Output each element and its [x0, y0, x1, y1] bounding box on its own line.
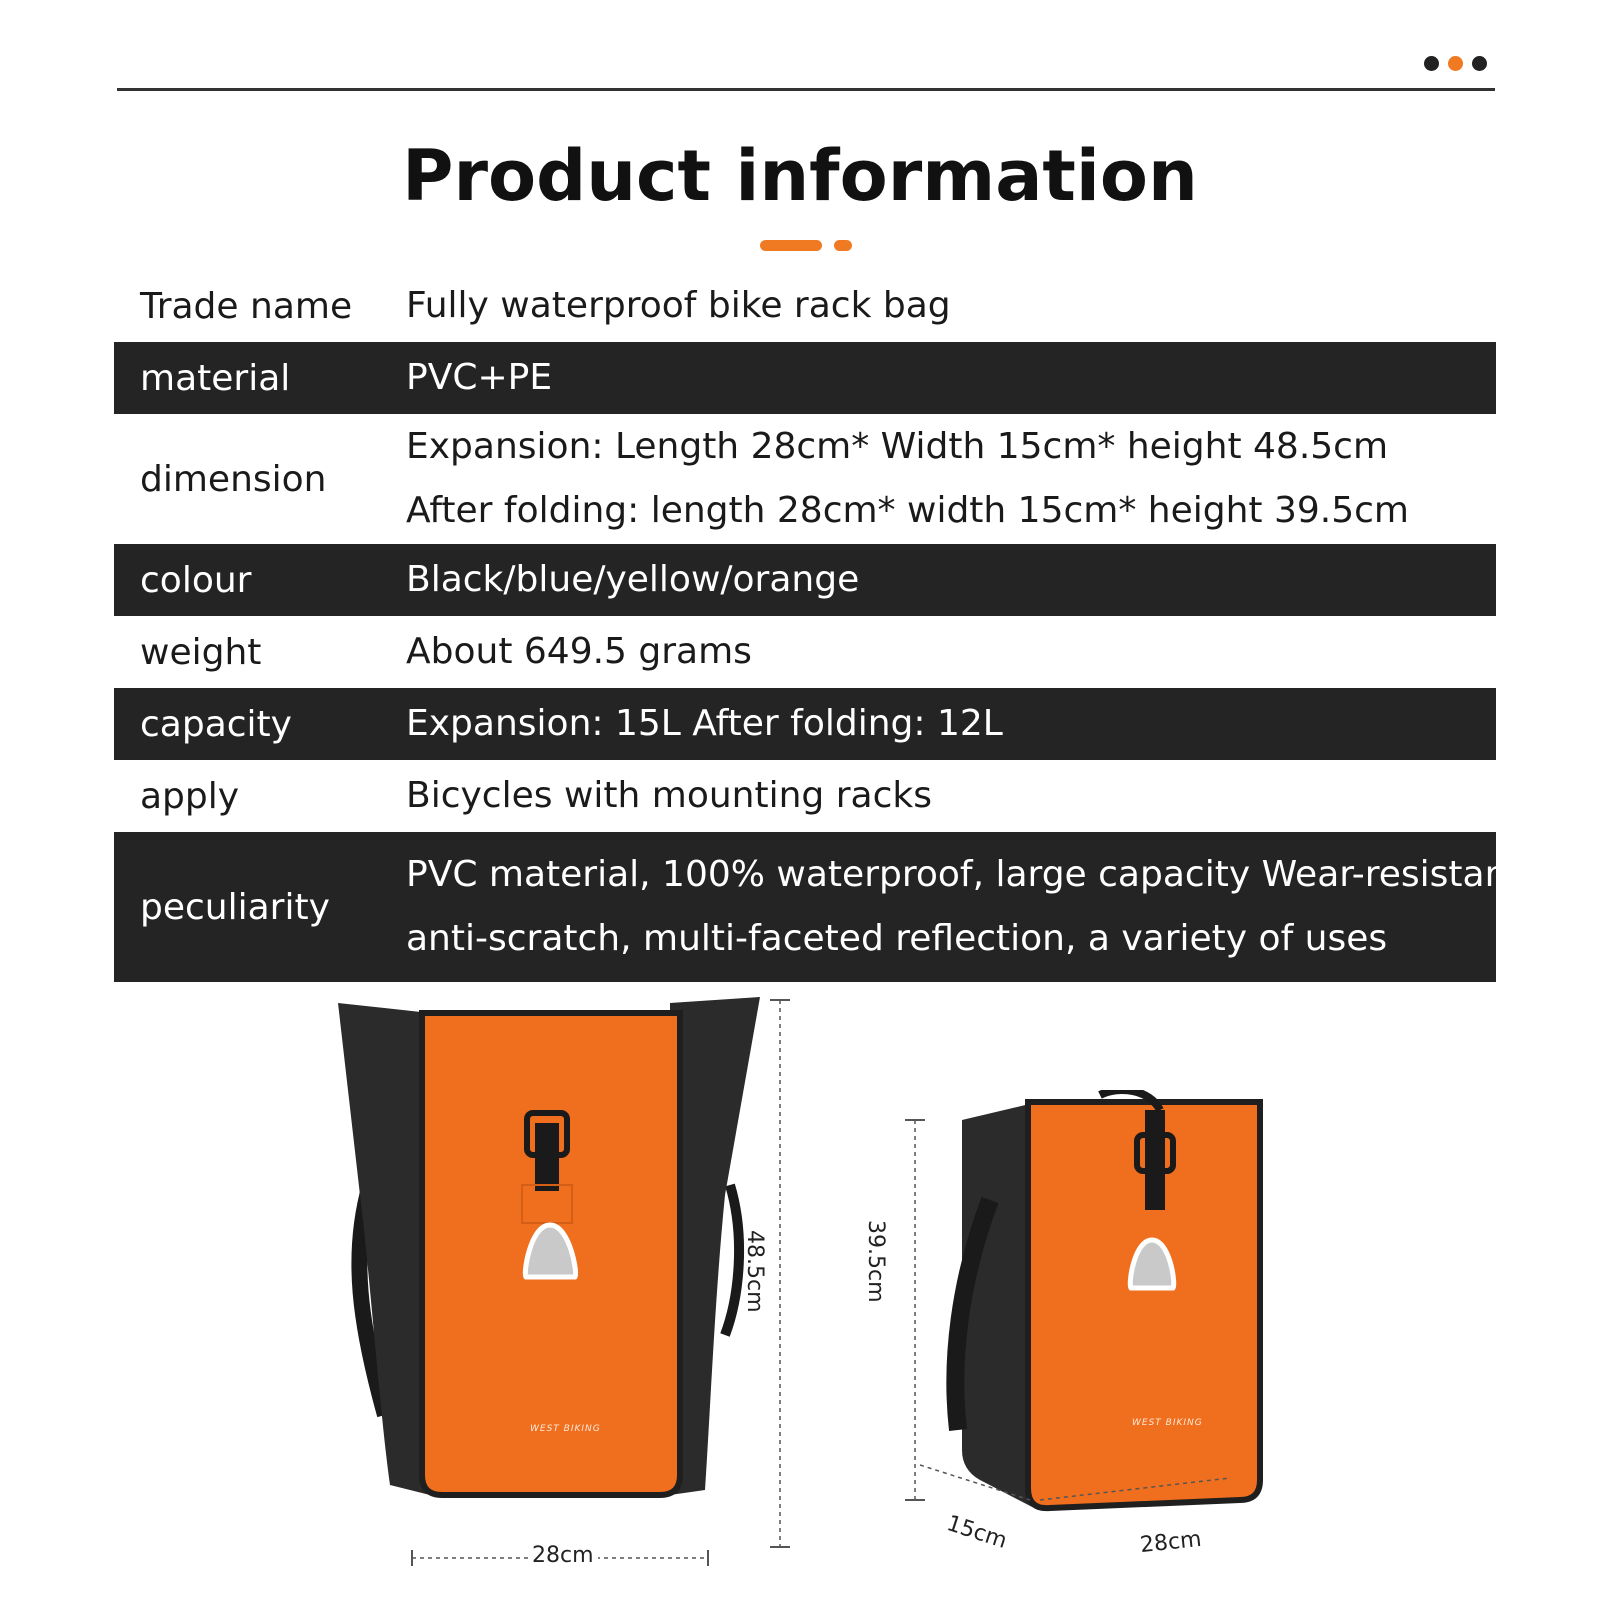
spec-row [114, 544, 1496, 616]
spec-value: Black/blue/yellow/orange [406, 559, 860, 600]
spec-label: weight [140, 631, 262, 673]
expanded-bag-photo [330, 995, 810, 1555]
spec-value-line: After folding: length 28cm* width 15cm* height 39.5cm [406, 490, 1409, 531]
spec-label: material [140, 357, 291, 399]
spec-row [114, 832, 1522, 982]
spec-row [114, 270, 1496, 342]
spec-row [114, 342, 1496, 414]
dot-2 [1448, 56, 1463, 71]
spec-value: Expansion: 15L After folding: 12L [406, 703, 1003, 744]
title-accent-bar [760, 240, 822, 251]
expanded-height-label: 48.5cm [742, 1230, 767, 1313]
spec-value [406, 843, 1522, 971]
spec-value [406, 415, 1409, 543]
title-accent-dot [834, 240, 852, 251]
expanded-brand-logo: WEST BIKING [530, 1424, 601, 1434]
folded-depth-label: 15cm [943, 1511, 1010, 1554]
spec-label: capacity [140, 703, 292, 745]
spec-row [114, 616, 1496, 688]
folded-bag-front [1028, 1102, 1260, 1508]
folded-bag-photo [900, 1090, 1270, 1530]
top-rule [117, 88, 1495, 91]
spec-table [114, 270, 1522, 982]
page-title: Product information [402, 135, 1198, 217]
spec-value-line: PVC material, 100% waterproof, large capacity Wear-resistant [406, 854, 1522, 895]
spec-label: dimension [140, 458, 327, 500]
folded-brand-logo: WEST BIKING [1132, 1418, 1203, 1428]
spec-row [114, 688, 1496, 760]
dot-3 [1472, 56, 1487, 71]
spec-row [114, 414, 1496, 544]
expanded-width-label: 28cm [528, 1543, 598, 1568]
spec-label: peculiarity [140, 886, 330, 928]
folded-height-label: 39.5cm [863, 1220, 888, 1303]
spec-row [114, 760, 1496, 832]
spec-value-line: Expansion: Length 28cm* Width 15cm* height 48.5cm [406, 426, 1389, 467]
spec-label: apply [140, 775, 240, 817]
spec-value: PVC+PE [406, 357, 553, 398]
spec-value-line: anti-scratch, multi-faceted reflection, a variety of uses [406, 918, 1388, 959]
spec-label: Trade name [140, 285, 353, 327]
spec-value: Bicycles with mounting racks [406, 775, 932, 816]
spec-value: Fully waterproof bike rack bag [406, 285, 951, 326]
folded-width-label: 28cm [1138, 1526, 1203, 1559]
dot-1 [1424, 56, 1439, 71]
folded-buckle-strap [1145, 1110, 1165, 1210]
spec-label: colour [140, 559, 252, 601]
page-indicator-dots [1424, 56, 1487, 71]
spec-value: About 649.5 grams [406, 631, 752, 672]
